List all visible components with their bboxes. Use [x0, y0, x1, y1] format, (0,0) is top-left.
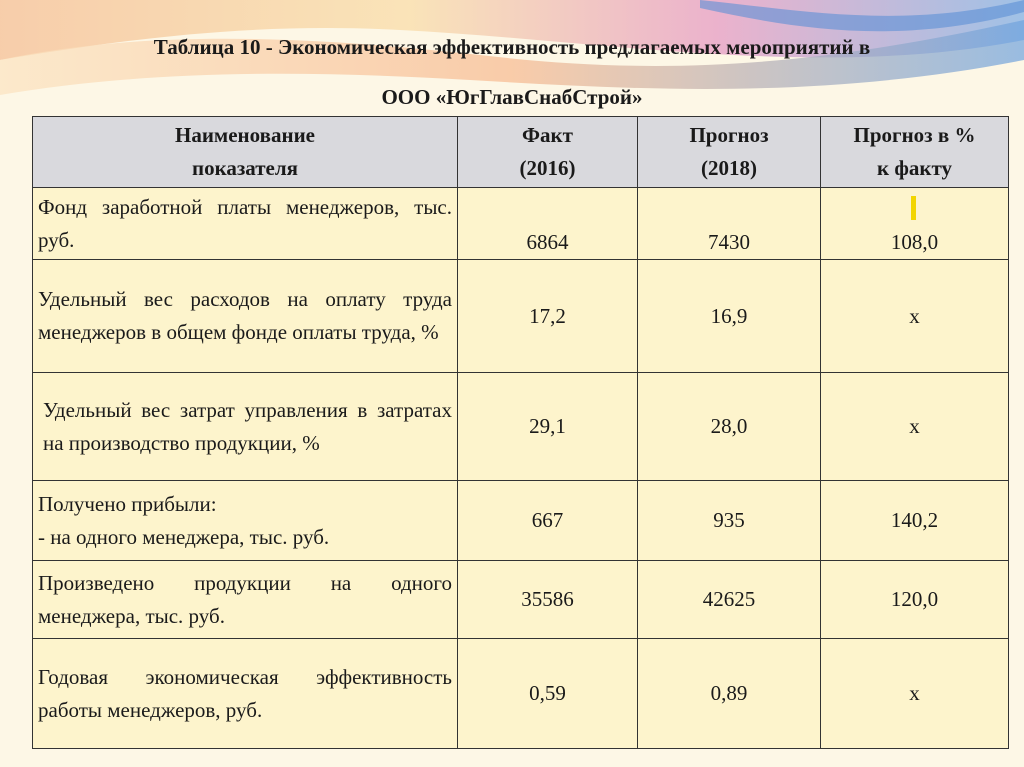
- row-name: Годовая экономическая эффективность работы менеджеров, руб.: [33, 639, 458, 749]
- row-fact: 0,59: [458, 639, 638, 749]
- row-percent: х: [821, 373, 1009, 481]
- row-percent-cell: [821, 188, 1009, 260]
- header-text-line: показателя: [191, 156, 299, 180]
- table-row: [33, 260, 1009, 373]
- efficiency-table: [32, 116, 1009, 749]
- page-title: [0, 22, 1024, 122]
- row-forecast: 935: [638, 481, 821, 561]
- row-percent: 108,0: [890, 230, 939, 254]
- header-text-line: к факту: [876, 156, 953, 180]
- title-line-2: ООО «ЮгГлавСнабСтрой»: [381, 85, 643, 109]
- header-forecast: [638, 117, 821, 188]
- row-percent: х: [821, 639, 1009, 749]
- row-name-cell: [33, 481, 458, 561]
- row-forecast: 0,89: [638, 639, 821, 749]
- table-row: [33, 373, 1009, 481]
- row-forecast: 28,0: [638, 373, 821, 481]
- header-text-line: Наименование: [175, 123, 315, 147]
- header-text-line: Прогноз в %: [853, 123, 976, 147]
- row-fact: 17,2: [458, 260, 638, 373]
- row-forecast: 42625: [638, 561, 821, 639]
- header-fact: [458, 117, 638, 188]
- row-percent: 120,0: [821, 561, 1009, 639]
- header-text-line: (2018): [701, 156, 757, 180]
- row-percent: х: [821, 260, 1009, 373]
- header-text-line: Прогноз: [689, 123, 769, 147]
- table-row: [33, 561, 1009, 639]
- table-row: [33, 188, 1009, 260]
- row-fact: 35586: [458, 561, 638, 639]
- row-fact: 667: [458, 481, 638, 561]
- header-text-line: (2016): [519, 156, 576, 180]
- row-fact: 6864: [458, 188, 638, 260]
- table-header-row: [33, 117, 1009, 188]
- row-name: Произведено продукции на одного менеджера, тыс. руб.: [33, 561, 458, 639]
- header-text-line: Факт: [522, 123, 573, 147]
- header-forecast-percent: [821, 117, 1009, 188]
- row-name: Удельный вес затрат управления в затратах на производство продукции, %: [33, 373, 458, 481]
- highlight-marker: [911, 196, 916, 220]
- header-indicator-name: [33, 117, 458, 188]
- row-fact: 29,1: [458, 373, 638, 481]
- row-forecast: 7430: [638, 188, 821, 260]
- row-percent: 140,2: [821, 481, 1009, 561]
- row-name: Получено прибыли:: [38, 491, 217, 516]
- row-name: Удельный вес расходов на оплату труда менеджеров в общем фонде оплаты труда, %: [33, 260, 458, 373]
- row-name: Фонд заработной платы менеджеров, тыс. руб.: [33, 188, 458, 260]
- title-line-1: Таблица 10 - Экономическая эффективность предлагаемых мероприятий в: [153, 35, 871, 59]
- table-row: [33, 639, 1009, 749]
- table-row: [33, 481, 1009, 561]
- row-forecast: 16,9: [638, 260, 821, 373]
- row-name-sub: - на одного менеджера, тыс. руб.: [38, 524, 330, 549]
